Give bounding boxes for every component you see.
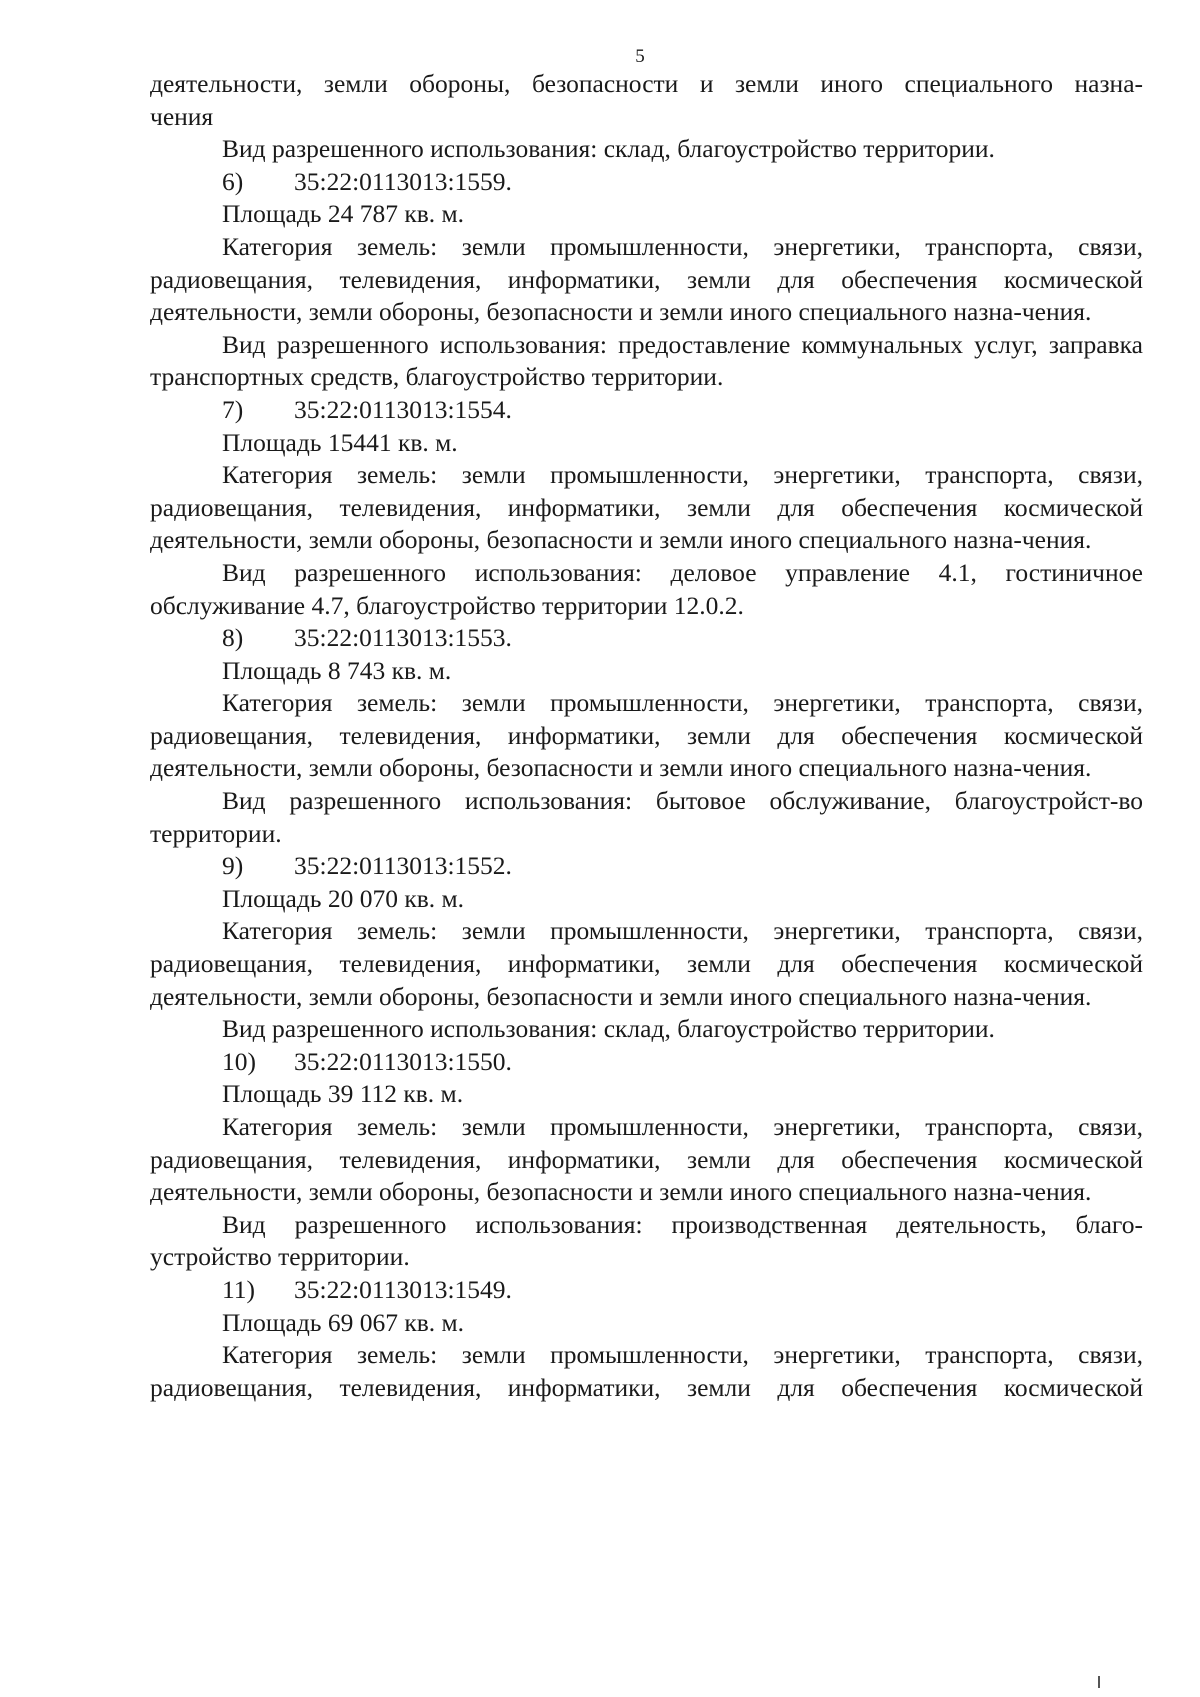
cadastral-number: 35:22:0113013:1550. <box>294 1046 512 1076</box>
cadastral-number: 35:22:0113013:1554. <box>294 394 512 424</box>
paragraph: Площадь 39 112 кв. м. <box>222 1079 464 1109</box>
paragraph: Площадь 8 743 кв. м. <box>222 655 452 685</box>
paragraph: Категория земель: земли промышленности, энергетики, транспорта, связи, радиовещания, телевидения, информатики, земли для обеспечения космической деятельности, земли обороны, безопасности и земли иного специального назна-чения. <box>150 916 1143 1011</box>
paragraph: Категория земель: земли промышленности, энергетики, транспорта, связи, радиовещания, телевидения, информатики, земли для обеспечения космической деятельности, земли обороны, безопасности и земли иного специального назна-чения. <box>150 460 1143 555</box>
item-number: 6) <box>222 166 244 196</box>
list-item <box>150 1046 1143 1079</box>
scan-mark <box>1098 1676 1100 1688</box>
paragraph: Вид разрешенного использования: деловое управление 4.1, гостиничное обслуживание 4.7, благоустройство территории 12.0.2. <box>150 557 1143 620</box>
cadastral-number: 35:22:0113013:1559. <box>294 166 512 196</box>
cadastral-number: 35:22:0113013:1549. <box>294 1274 512 1304</box>
paragraph: Вид разрешенного использования: склад, благоустройство территории. <box>222 1014 995 1044</box>
paragraph: Вид разрешенного использования: склад, благоустройство территории. <box>222 134 995 164</box>
cadastral-number: 35:22:0113013:1552. <box>294 851 512 881</box>
item-number: 7) <box>222 394 244 424</box>
paragraph: Категория земель: земли промышленности, энергетики, транспорта, связи, радиовещания, телевидения, информатики, земли для обеспечения космической деятельности, земли обороны, безопасности и земли иного специального назна-чения. <box>150 231 1143 327</box>
paragraph: Вид разрешенного использования: производственная деятельность, благо-устройство территории. <box>150 1209 1143 1272</box>
paragraph: Площадь 24 787 кв. м. <box>222 199 465 229</box>
document-body <box>150 68 1143 1404</box>
item-number: 11) <box>222 1274 256 1304</box>
paragraph: чения <box>150 101 214 131</box>
list-item <box>150 394 1143 427</box>
paragraph: Вид разрешенного использования: предоставление коммунальных услуг, заправка транспортных средств, благоустройство территории. <box>150 329 1143 392</box>
item-number: 10) <box>222 1046 256 1076</box>
paragraph: Вид разрешенного использования: бытовое обслуживание, благоустройст-во территории. <box>150 786 1143 848</box>
list-item <box>150 622 1143 655</box>
paragraph: Категория земель: земли промышленности, энергетики, транспорта, связи, радиовещания, телевидения, информатики, земли для обеспечения космической деятельности, земли обороны, безопасности и земли иного специального назна-чения. <box>150 688 1143 783</box>
paragraph: Площадь 69 067 кв. м. <box>222 1307 465 1337</box>
list-item <box>150 850 1143 883</box>
paragraph: Категория земель: земли промышленности, энергетики, транспорта, связи, радиовещания, телевидения, информатики, земли для обеспечения космической <box>150 1340 1143 1402</box>
list-item <box>150 1274 1143 1307</box>
item-number: 9) <box>222 851 244 881</box>
list-item <box>150 166 1143 199</box>
item-number: 8) <box>222 623 244 653</box>
cadastral-number: 35:22:0113013:1553. <box>294 623 512 653</box>
page-number: 5 <box>635 46 645 67</box>
paragraph: деятельности, земли обороны, безопасности и земли иного специального назна- <box>150 69 1143 98</box>
paragraph: Площадь 15441 кв. м. <box>222 427 458 457</box>
paragraph: Категория земель: земли промышленности, энергетики, транспорта, связи, радиовещания, телевидения, информатики, земли для обеспечения космической деятельности, земли обороны, безопасности и земли иного специального назна-чения. <box>150 1112 1143 1207</box>
paragraph: Площадь 20 070 кв. м. <box>222 883 465 913</box>
